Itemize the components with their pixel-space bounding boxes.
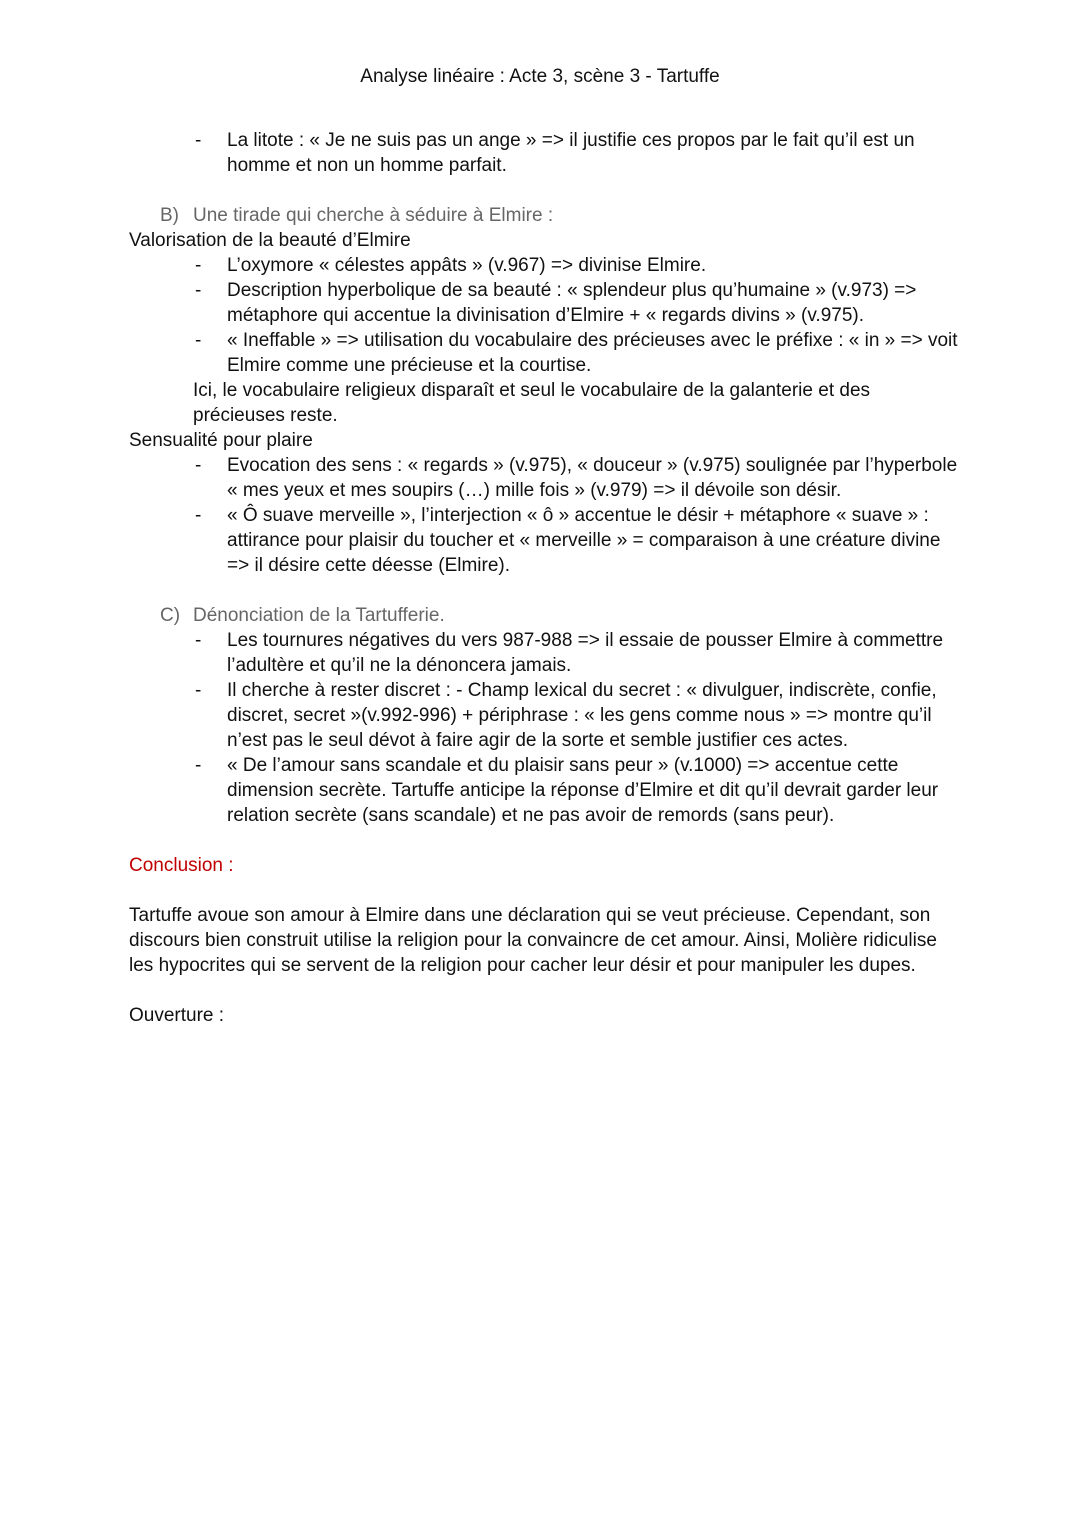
list-item: - L’oxymore « célestes appâts » (v.967) => divinise Elmire.: [129, 253, 959, 278]
list-item: - Evocation des sens : « regards » (v.975), « douceur » (v.975) soulignée par l’hyperbole « mes yeux et mes soupirs (…) mille fois » (v.979) => il dévoile son désir.: [129, 453, 959, 503]
section-b-sub1-note: Ici, le vocabulaire religieux disparaît et seul le vocabulaire de la galanterie et des précieuses reste.: [193, 380, 871, 426]
section-b-sub1-title: Valorisation de la beauté d’Elmire: [129, 230, 411, 251]
list-item: - « Ineffable » => utilisation du vocabulaire des précieuses avec le préfixe : « in » => voit Elmire comme une précieuse et la courtise.: [129, 328, 959, 378]
list-item: - Les tournures négatives du vers 987-988 => il essaie de pousser Elmire à commettre l’adultère et qu’il ne la dénoncera jamais.: [129, 628, 959, 678]
section-b-sub2-title: Sensualité pour plaire: [129, 430, 313, 451]
page-title: Analyse linéaire : Acte 3, scène 3 - Tartuffe: [360, 66, 720, 87]
section-a-tail-list: [129, 128, 959, 178]
section-b-heading-text: Une tirade qui cherche à séduire à Elmire :: [193, 205, 554, 226]
conclusion-text: Tartuffe avoue son amour à Elmire dans une déclaration qui se veut précieuse. Cependant, son discours bien construit utilise la religion pour la convaincre de cet amour. Ainsi, Molière ridiculise les hypocrites qui se servent de la religion pour cacher leur désir et pour manipuler les dupes.: [129, 905, 937, 976]
ouverture-title: Ouverture :: [129, 1005, 225, 1026]
conclusion-title: Conclusion :: [129, 855, 234, 876]
section-c-letter: C): [160, 605, 181, 626]
section-b-letter: B): [160, 205, 179, 226]
list-item: - Description hyperbolique de sa beauté : « splendeur plus qu’humaine » (v.973) => métaphore qui accentue la divinisation d’Elmire + « regards divins » (v.975).: [129, 278, 959, 328]
section-c-list: [129, 628, 959, 828]
section-b-heading: [129, 203, 959, 228]
section-c-heading-text: Dénonciation de la Tartufferie.: [193, 605, 445, 626]
section-c-heading: [129, 603, 959, 628]
list-item: - Il cherche à rester discret : - Champ lexical du secret : « divulguer, indiscrète, confie, discret, secret »(v.992-996) + périphrase : « les gens comme nous » => montre qu’il n’est pas le seul dévot à faire agir de la sorte et semble justifier ces actes.: [129, 678, 959, 753]
list-item: - « De l’amour sans scandale et du plaisir sans peur » (v.1000) => accentue cette dimension secrète. Tartuffe anticipe la réponse d’Elmire et dit qu’il devrait garder leur relation secrète (sans scandale) et ne pas avoir de remords (sans peur).: [129, 753, 959, 828]
list-item: - « Ô suave merveille », l’interjection « ô » accentue le désir + métaphore « suave » : attirance pour plaisir du toucher et « merveille » = comparaison à une créature divine => il désire cette déesse (Elmire).: [129, 503, 959, 578]
document-body: [129, 128, 959, 1028]
section-b-sub2-list: [129, 453, 959, 578]
list-item: - La litote : « Je ne suis pas un ange » => il justifie ces propos par le fait qu’il est un homme et non un homme parfait.: [129, 128, 959, 178]
section-b-sub1-list: [129, 253, 959, 378]
